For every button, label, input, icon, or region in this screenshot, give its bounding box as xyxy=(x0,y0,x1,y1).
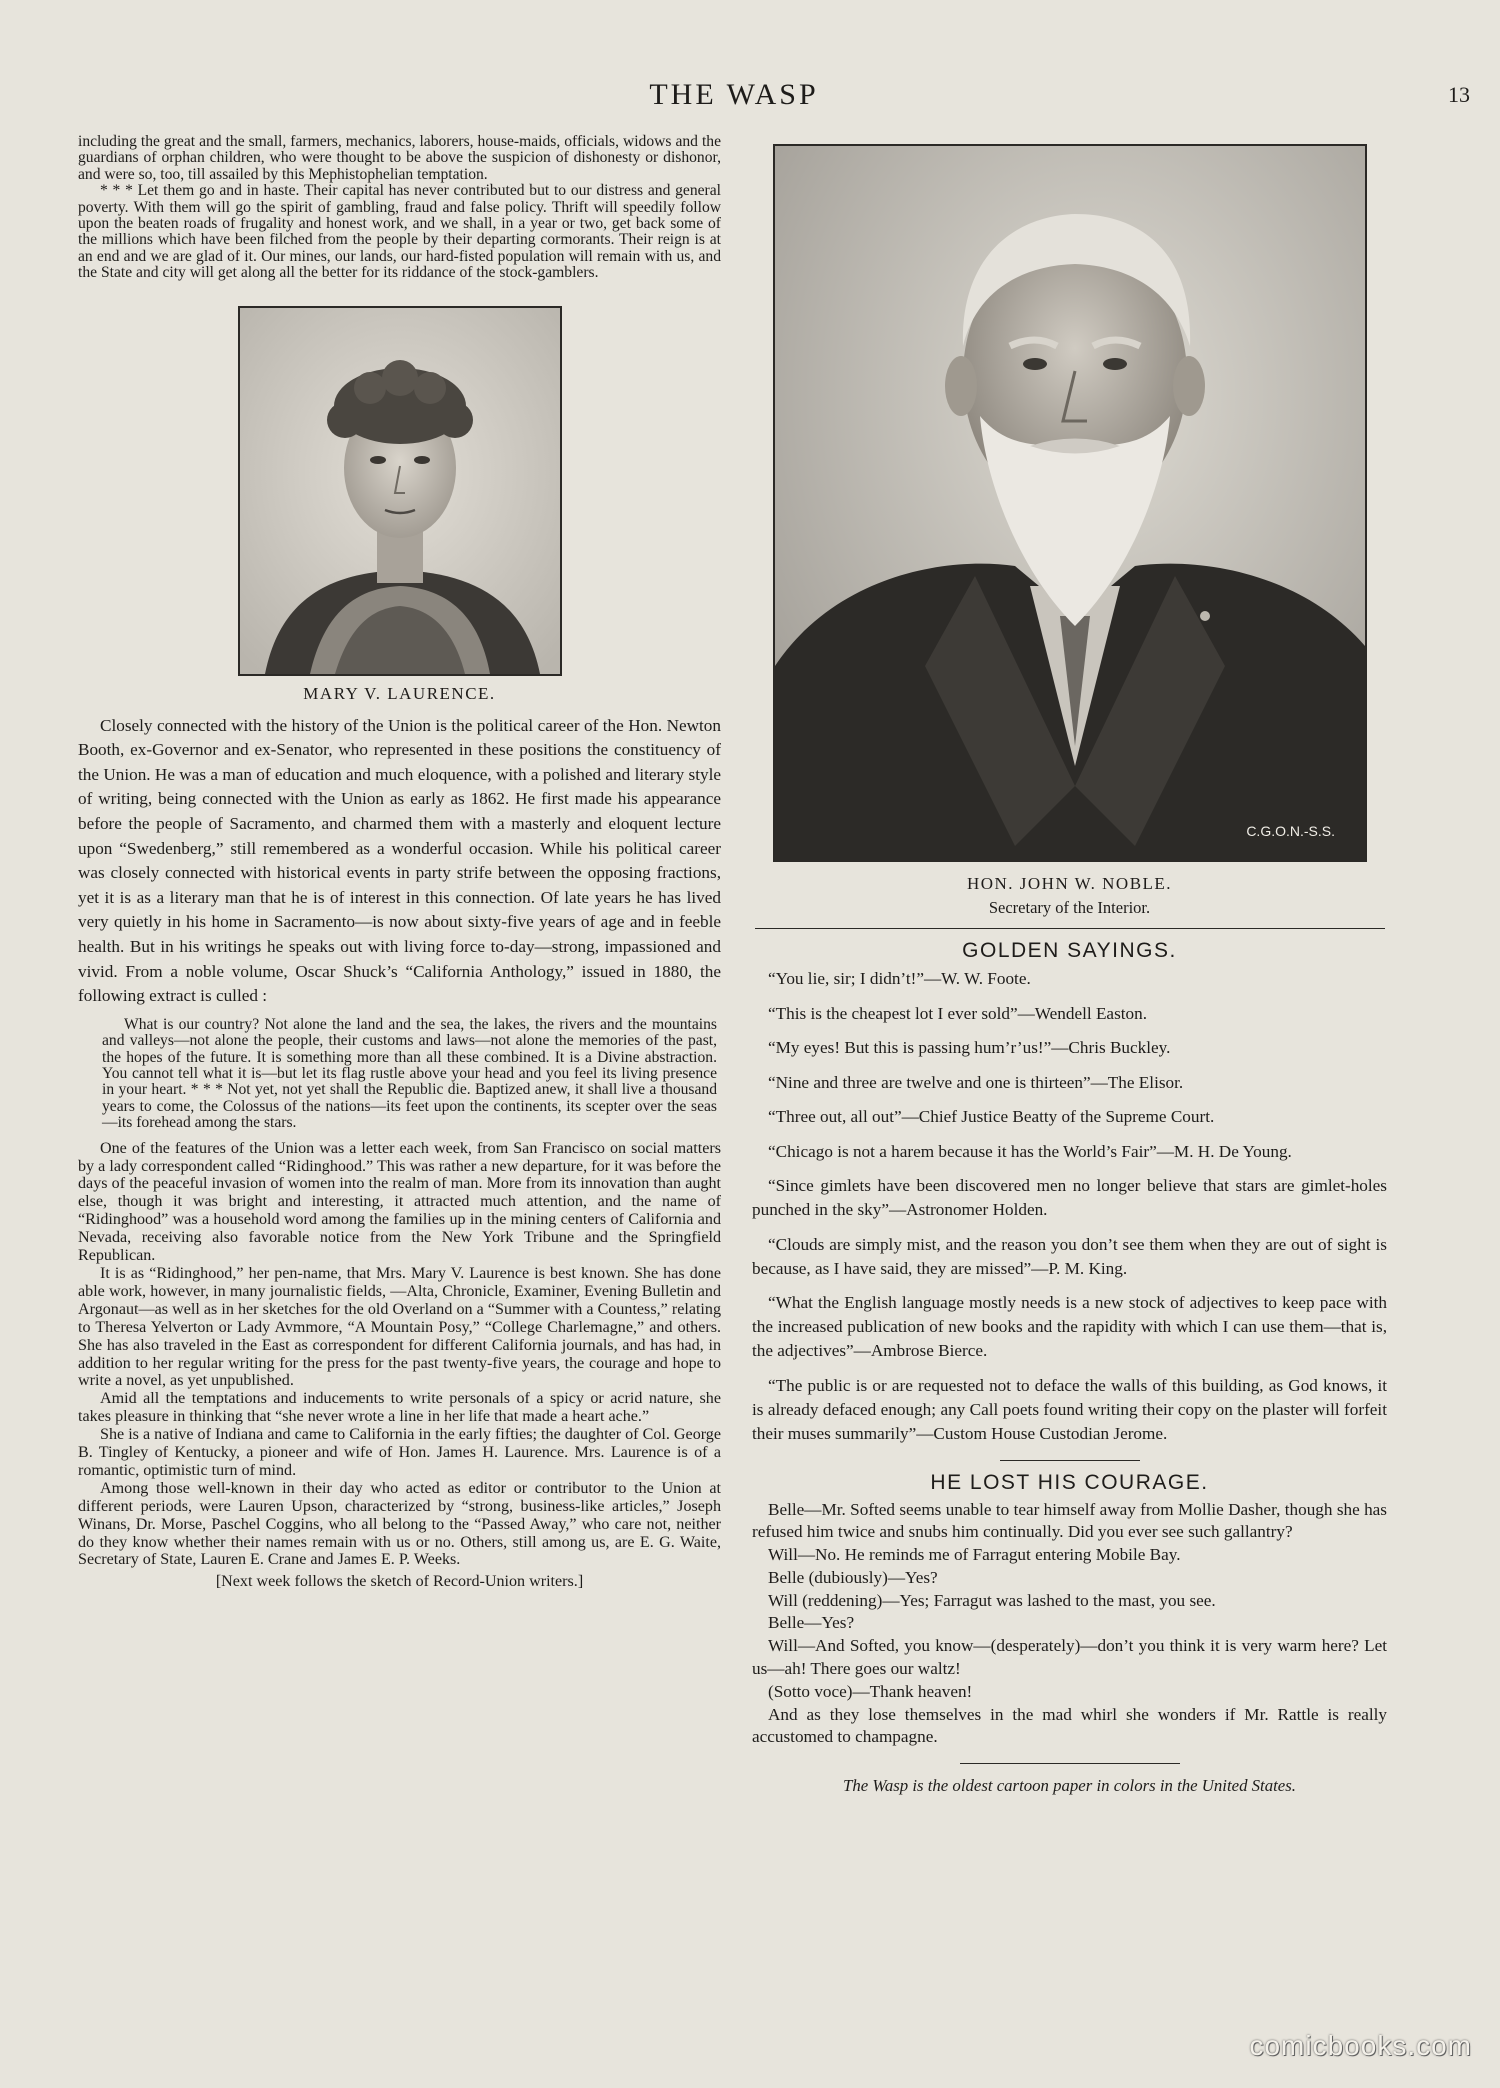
dialog-line: (Sotto voce)—Thank heaven! xyxy=(768,1681,973,1701)
short-divider xyxy=(1000,1460,1140,1461)
next-week-note: [Next week follows the sketch of Record-Union writers.] xyxy=(215,1573,584,1591)
booth-paragraph: Closely connected with the history of the Union is the political career of the Hon. Newton Booth, ex-Governor and ex-Senator, who represented in these positions the constituency of the Union. He was a man of education and much eloquence, with a polished and literary style of writing, being connected with the Union as early as 1862. He first made his appearance before the people of Sacramento, and charmed them with a masterly and eloquent lecture upon “Swedenberg,” still remembered as a wonderful occasion. While his political career was closely connected with historical events in party strife between the opposing fractions, yet it is as a literary man that he is of interest in this connection. Of late years he has lived very quietly in his home in Sacramento—is now about sixty-five years of age and in feeble health. But in his writings he speaks out with living force to-day—strong, impassioned and vivid. From a noble volume, Oscar Shuck’s “California Anthology,” issued in 1880, the following extract is culled : xyxy=(78,715,721,1006)
john-noble-subcaption: Secretary of the Interior. xyxy=(988,898,1151,917)
saying-item: “What the English language mostly needs is a new stock of adjectives to keep pace with the increased publication of new books and the rapidity with which I can use them—that is, the adjectives”—Ambrose Bierce. xyxy=(752,1293,1387,1360)
page-header-title: THE WASP xyxy=(649,78,819,111)
saying-item: “The public is or are requested not to deface the walls of this building, as God knows, it is already defaced enough; any Call poets found writing their copy on the plaster will forfeit their muses summarily”—Custom House Custodian Jerome. xyxy=(752,1375,1387,1443)
dialog-line: And as they lose themselves in the mad whirl she wonders if Mr. Rattle is really accustomed to champagne. xyxy=(752,1704,1387,1747)
mary-laurence-caption: MARY V. LAURENCE. xyxy=(303,683,496,703)
left-column xyxy=(78,134,721,1591)
portrait-signature: C.G.O.N.-S.S. xyxy=(1245,823,1335,839)
saying-item: “You lie, sir; I didn’t!”—W. W. Foote. xyxy=(768,969,1031,988)
dialog-line: Belle—Mr. Softed seems unable to tear himself away from Mollie Dasher, though she has refused him twice and snubs him continually. Did you ever see such gallantry? xyxy=(752,1499,1387,1542)
woman-portrait-illustration xyxy=(240,308,560,674)
editors-paragraph: Among those well-known in their day who acted as editor or contributor to the Union at different periods, were Lauren Upson, characterized by “strong, business-like articles,” Joseph Winans, Dr. Morse, Paschel Coggins, who all belong to the “Passed Away,” who care not, neither do they know whether their names remain with us or no. Others, still among us, are E. G. Waite, Secretary of State, Lauren E. Crane and James E. P. Weeks. xyxy=(78,1479,721,1569)
saying-item: “This is the cheapest lot I ever sold”—Wendell Easton. xyxy=(768,1003,1148,1023)
intro-paragraph-1: including the great and the small, farmers, mechanics, laborers, house-maids, officials, widows and the guardians of orphan children, who were thought to be above the suspicion of dishonesty or dishonor, and were so, too, till assailed by this Mephistophelian temptation. xyxy=(78,133,721,183)
intro-paragraph-2: * * * Let them go and in haste. Their capital has never contributed but to our distress and general poverty. With them will go the spirit of gambling, fraud and false policy. Thrift will speedily follow upon the beaten roads of frugality and honest work, and we shall, in a year or two, get back some of the millions which have been filched from the people by their departing cormorants. Their reign is at an end and we are glad of it. Our mines, our lands, our hard-fisted population will remain with us, and the State and city will get along all the better for its riddance of the stock-gamblers. xyxy=(78,182,721,282)
wasp-footer-note: The Wasp is the oldest cartoon paper in colors in the United States. xyxy=(843,1776,1296,1796)
saying-item: “Nine and three are twelve and one is thirteen”—The Elisor. xyxy=(768,1072,1184,1092)
lost-courage-heading: HE LOST HIS COURAGE. xyxy=(930,1470,1209,1494)
saying-item: “Chicago is not a harem because it has the World’s Fair”—M. H. De Young. xyxy=(768,1141,1292,1161)
saying-item: “Clouds are simply mist, and the reason you don’t see them when they are out of sight is because, as I have said, they are missed”—P. M. King. xyxy=(752,1234,1387,1278)
john-noble-portrait xyxy=(773,144,1367,862)
saying-item: “My eyes! But this is passing hum’r’us!”—Chris Buckley. xyxy=(768,1038,1171,1057)
right-column xyxy=(752,134,1387,1796)
saying-item: “Three out, all out”—Chief Justice Beatty of the Supreme Court. xyxy=(768,1107,1215,1126)
dialog-line: Belle (dubiously)—Yes? xyxy=(768,1567,938,1587)
john-noble-caption: HON. JOHN W. NOBLE. xyxy=(966,874,1173,893)
ridinghood-paragraph-1: One of the features of the Union was a letter each week, from San Francisco on social matters by a lady correspondent called “Ridinghood.” This was rather a new departure, for it was before the days of the peaceful invasion of women into the realm of man. More from its innovation than aught else, though it was bright and interesting, it attracted much attention, and the name of “Ridinghood” was a household word among the families up in the mining centers of California and Nevada, receiving also favorable notice from the New York Tribune and the Springfield Republican. xyxy=(78,1139,721,1265)
dialog-line: Will—No. He reminds me of Farragut entering Mobile Bay. xyxy=(768,1545,1181,1565)
golden-sayings-heading: GOLDEN SAYINGS. xyxy=(962,939,1177,962)
watermark-logo: comicbooks.com xyxy=(1249,2030,1472,2061)
mary-laurence-portrait xyxy=(238,306,562,676)
country-quote: What is our country? Not alone the land and the sea, the lakes, the rivers and the mountains and valleys—not alone the people, their customs and laws—not alone the memories of the past, the hopes of the future. It is something more than all these combined. It is a Divine abstraction. You cannot tell what it is—but let its flag rustle above your head and you feel its living presence in your heart. * * * Not yet, not yet shall the Republic die. Baptized anew, it shall live a thousand years to come, the Colossus of the nations—its feet upon the continents, its scepter over the seas—its forehead among the stars. xyxy=(102,1015,717,1132)
saying-item: “Since gimlets have been discovered men no longer believe that stars are gimlet-holes punched in the sky”—Astronomer Holden. xyxy=(752,1176,1387,1219)
ridinghood-paragraph-3: Amid all the temptations and inducements to write personals of a spicy or acrid nature, she takes pleasure in thinking that “she never wrote a line in her life that made a heart ache.” xyxy=(78,1390,721,1426)
dialog-line: Will—And Softed, you know—(desperately)—don’t you think it is very warm here? Let us—ah! There goes our waltz! xyxy=(752,1636,1387,1679)
ridinghood-paragraph-2: It is as “Ridinghood,” her pen-name, that Mrs. Mary V. Laurence is best known. She has done able work, however, in many journalistic fields, —Alta, Chronicle, Examiner, Evening Bulletin and Argonaut—as well as in her sketches for the old Overland on a “Summer with a Countess,” relating to Theresa Yelverton or Lady Avmmore, “A Mountain Posy,” “College Charlemagne,” and others. She has also traveled in the East as correspondent for different California journals, and has had, in addition to her regular writing for the press for the past twenty-five years, the courage and hope to write a novel, as yet unpublished. xyxy=(78,1264,721,1390)
short-divider xyxy=(960,1763,1180,1764)
man-portrait-illustration xyxy=(775,146,1365,860)
page-number: 13 xyxy=(1448,82,1470,107)
dialog-line: Will (reddening)—Yes; Farragut was lashed to the mast, you see. xyxy=(768,1590,1216,1610)
ridinghood-paragraph-4: She is a native of Indiana and came to California in the early fifties; the daughter of Col. George B. Tingley of Kentucky, a pioneer and wife of Hon. James H. Laurence. Mrs. Laurence is of a romantic, optimistic turn of mind. xyxy=(78,1426,721,1479)
section-divider xyxy=(755,928,1385,929)
dialog-line: Belle—Yes? xyxy=(768,1613,855,1633)
